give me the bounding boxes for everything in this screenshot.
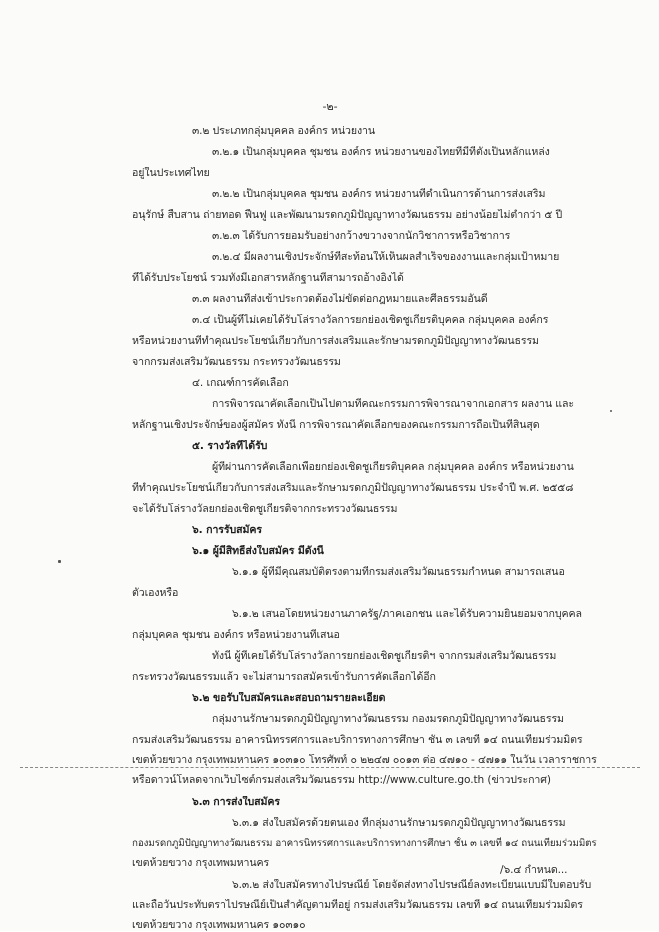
text-line: กลุ่มบุคคล ชุมชน องค์กร หรือหน่วยงานที่เสนอ — [132, 629, 340, 641]
text-line: เขตห้วยขวาง กรุงเทพมหานคร ๑๐๓๑๐ — [132, 919, 306, 931]
text-line: จะได้รับโล่รางวัลยกย่องเชิดชูเกียรติจากกระทรวงวัฒนธรรม — [132, 503, 398, 515]
text-line: กองมรดกภูมิปัญญาทางวัฒนธรรม อาคารนิทรรศการและบริการทางการศึกษา ชั้น ๓ เลขที่ ๑๔ ถนนเทียมร่วมมิตร — [132, 838, 597, 849]
text-line: ๓.๒.๓ ได้รับการยอมรับอย่างกว้างขวางจากนักวิชาการหรือวิชาการ — [212, 230, 511, 242]
text-line: ๓.๓ ผลงานที่ส่งเข้าประกวดต้องไม่ขัดต่อกฎหมายและศีลธรรมอันดี — [192, 293, 488, 305]
text-line: หลักฐานเชิงประจักษ์ของผู้สมัคร ทั้งนี้ การพิจารณาคัดเลือกของคณะกรรมการถือเป็นที่สิ้นสุด — [132, 419, 540, 431]
text-line: ที่ได้รับประโยชน์ รวมทั้งมีเอกสารหลักฐานที่สามารถอ้างอิงได้ — [132, 272, 404, 284]
text-line: และถือวันประทับตราไปรษณีย์เป็นสำคัญตามที่อยู่ กรมส่งเสริมวัฒนธรรม เลขที่ ๑๔ ถนนเทียมร่วมมิตร — [132, 899, 583, 911]
text-line: ๓.๒.๑ เป็นกลุ่มบุคคล ชุมชน องค์กร หน่วยงานของไทยที่มีที่ตั้งเป็นหลักแหล่ง — [212, 146, 550, 158]
text-line: ๕. รางวัลที่ได้รับ — [192, 440, 268, 452]
text-line: ๖.๓ การส่งใบสมัคร — [192, 796, 280, 808]
text-line: ๓.๔ เป็นผู้ที่ไม่เคยได้รับโล่รางวัลการยกย่องเชิดชูเกียรติบุคคล กลุ่มบุคคล องค์กร — [192, 314, 549, 326]
text-line: อนุรักษ์ สืบสาน ถ่ายทอด ฟื้นฟู และพัฒนามรดกภูมิปัญญาทางวัฒนธรรม อย่างน้อยไม่ต่ำกว่า ๕ ปี — [132, 209, 563, 221]
text-line: กระทรวงวัฒนธรรมแล้ว จะไม่สามารถสมัครเข้ารับการคัดเลือกได้อีก — [132, 671, 436, 683]
text-line: ที่ทำคุณประโยชน์เกี่ยวกับการส่งเสริมและรักษามรดกภูมิปัญญาทางวัฒนธรรม ประจำปี พ.ศ. ๒๕๕๘ — [132, 482, 574, 494]
text-line: กลุ่มงานรักษามรดกภูมิปัญญาทางวัฒนธรรม กองมรดกภูมิปัญญาทางวัฒนธรรม — [212, 713, 564, 725]
text-line: ๖. การรับสมัคร — [192, 524, 262, 536]
scan-speck — [58, 560, 61, 563]
text-line: ๓.๒.๒ เป็นกลุ่มบุคคล ชุมชน องค์กร หน่วยงานที่ดำเนินการด้านการส่งเสริม — [212, 188, 546, 200]
text-line: ๓.๒.๔ มีผลงานเชิงประจักษ์ที่สะท้อนให้เห็นผลสำเร็จของงานและกลุ่มเป้าหมาย — [212, 251, 560, 263]
text-line: ๔. เกณฑ์การคัดเลือก — [192, 377, 289, 389]
text-line: การพิจารณาคัดเลือกเป็นไปตามที่คณะกรรมการพิจารณาจากเอกสาร ผลงาน และ — [212, 398, 574, 410]
text-line: จากกรมส่งเสริมวัฒนธรรม กระทรวงวัฒนธรรม — [132, 356, 341, 368]
text-line: ทั้งนี้ ผู้ที่เคยได้รับโล่รางวัลการยกย่องเชิดชูเกียรติฯ จากกรมส่งเสริมวัฒนธรรม — [212, 650, 557, 662]
text-line: ผู้ที่ผ่านการคัดเลือกเพื่อยกย่องเชิดชูเกียรติบุคคล กลุ่มบุคคล องค์กร หรือหน่วยงาน — [212, 461, 574, 473]
text-line: หรือหน่วยงานที่ทำคุณประโยชน์เกี่ยวกับการส่งเสริมและรักษามรดกภูมิปัญญาทางวัฒนธรรม — [132, 335, 539, 347]
text-line: อยู่ในประเทศไทย — [132, 167, 210, 179]
text-line: ๖.๑.๑ ผู้ที่มีคุณสมบัติตรงตามที่กรมส่งเสริมวัฒนธรรมกำหนด สามารถเสนอ — [232, 566, 565, 578]
text-line: ๖.๓.๑ ส่งใบสมัครด้วยตนเอง ที่กลุ่มงานรักษามรดกภูมิปัญญาทางวัฒนธรรม — [232, 817, 566, 829]
text-line: เขตห้วยขวาง กรุงเทพมหานคร ๑๐๓๑๐ โทรศัพท์ ๐ ๒๒๔๗ ๐๐๑๓ ต่อ ๔๗๑๐ - ๔๗๑๑ ในวัน เวลาราชการ — [132, 754, 597, 766]
text-line: ๖.๑ ผู้มีสิทธิ์ส่งใบสมัคร มีดังนี้ — [192, 545, 324, 557]
text-line: ๓.๒ ประเภทกลุ่มบุคคล องค์กร หน่วยงาน — [192, 125, 376, 137]
text-line: กรมส่งเสริมวัฒนธรรม อาคารนิทรรศการและบริการทางการศึกษา ชั้น ๓ เลขที่ ๑๔ ถนนเทียมร่วมมิตร — [132, 734, 583, 746]
text-line: เขตห้วยขวาง กรุงเทพมหานคร — [132, 857, 270, 869]
scan-speck — [610, 410, 612, 412]
text-line: ๖.๓.๒ ส่งใบสมัครทางไปรษณีย์ โดยจัดส่งทางไปรษณีย์ลงทะเบียนแบบมีใบตอบรับ — [232, 879, 592, 891]
text-line: ๖.๒ ขอรับใบสมัครและสอบถามรายละเอียด — [192, 692, 386, 704]
text-line: หรือดาวน์โหลดจากเว็บไซต์กรมส่งเสริมวัฒนธรรม http://www.culture.go.th (ข่าวประกาศ) — [132, 774, 551, 786]
text-line: ตัวเองหรือ — [132, 587, 179, 599]
page-number: -๒- — [322, 100, 338, 113]
text-line: ๖.๑.๒ เสนอโดยหน่วยงานภาครัฐ/ภาคเอกชน และได้รับความยินยอมจากบุคคล — [232, 608, 582, 620]
scan-fold-line — [20, 767, 640, 768]
continuation-marker: /๖.๔ กำหนด... — [500, 864, 568, 876]
